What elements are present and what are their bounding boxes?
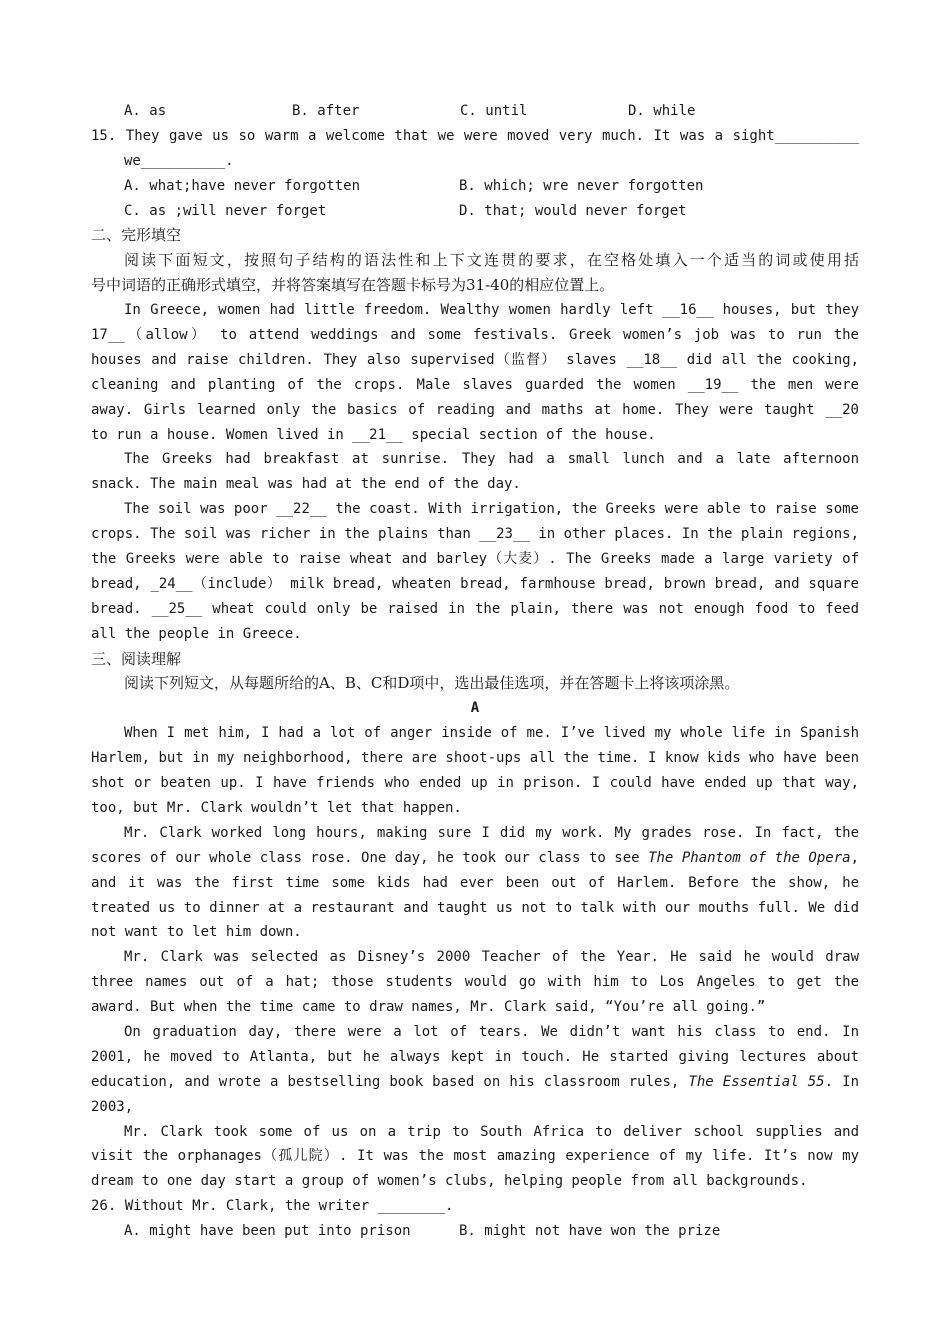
q15-options-row-2	[91, 199, 859, 224]
q14-option-b[interactable]: B. after	[292, 103, 360, 119]
q14-option-d[interactable]: D. while	[628, 103, 696, 119]
cloze-paragraph-1	[91, 298, 859, 447]
reading-line: not want to let him down.	[91, 924, 302, 941]
reading-line: Mr. Clark was selected as Disney’s 2000 Teacher of the Year. He said he would draw	[124, 949, 859, 966]
reading-line: 2001, he moved to Atlanta, but he always kept in touch. He started giving lectures about	[91, 1048, 859, 1065]
reading-line: 2003,	[91, 1098, 134, 1115]
reading-line: Mr. Clark took some of us on a trip to South Africa to deliver school supplies and	[124, 1123, 859, 1140]
cloze-line: 17__（allow） to attend weddings and some festivals. Greek women’s job was to run the	[91, 327, 859, 344]
reading-line: On graduation day, there were a lot of tears. We didn’t want his class to end. In	[124, 1023, 859, 1040]
cloze-line: away. Girls learned only the basics of reading and maths at home. They were taught __20	[91, 401, 859, 418]
reading-line: too, but Mr. Clark wouldn’t let that happen.	[91, 799, 462, 816]
q26-option-a[interactable]: A. might have been put into prison	[124, 1223, 411, 1240]
cloze-line: bread. __25__ wheat could only be raised in the plain, there was not enough food to feed	[91, 600, 859, 617]
reading-text: . In	[824, 1073, 859, 1090]
reading-text: education, and wrote a bestselling book based on his classroom rules,	[91, 1073, 689, 1090]
section-2-instruction-1: 阅读下面短文，按照句子结构的语法性和上下文连贯的要求，在空格处填入一个适当的词或使用括	[124, 251, 859, 270]
reading-line: shot or beaten up. I have friends who ended up in prison. I could have ended up that way,	[91, 775, 859, 792]
reading-text: scores of our whole class rose. One day, he took our class to see	[91, 849, 649, 866]
section-3-instruction: 阅读下列短文，从每题所给的A、B、C和D项中，选出最佳选项，并在答题卡上将该项涂黑。	[124, 674, 740, 693]
reading-line	[91, 846, 859, 871]
reading-line: When I met him, I had a lot of anger inside of me. I’ve lived my whole life in Spanish	[124, 725, 859, 742]
cloze-line: bread, _24__（include） milk bread, wheaten bread, farmhouse bread, brown bread, and square	[91, 575, 859, 592]
reading-line: and it was the first time some kids had ever been out of Harlem. Before the show, he	[91, 874, 859, 891]
book-title: The Essential 55	[688, 1073, 825, 1090]
cloze-line: In Greece, women had little freedom. Wealthy women hardly left __16__ houses, but they	[124, 302, 859, 319]
reading-text: ,	[850, 849, 859, 866]
q15-stem-line-1: 15. They gave us so warm a welcome that we were moved very much. It was a sight__________	[91, 127, 859, 144]
section-2-instruction-2: 号中词语的正确形式填空，并将答案填写在答题卡标号为31-40的相应位置上。	[91, 276, 615, 295]
q14-options	[91, 99, 859, 124]
passage-label: A	[470, 700, 480, 717]
q14-option-a[interactable]: A. as	[124, 103, 167, 119]
cloze-paragraph-2	[91, 447, 859, 497]
cloze-line: to run a house. Women lived in __21__ special section of the house.	[91, 426, 656, 443]
q14-option-c[interactable]: C. until	[460, 103, 528, 119]
q15-option-c[interactable]: C. as ;will never forget	[124, 202, 327, 219]
q15-option-d[interactable]: D. that; would never forget	[459, 202, 687, 219]
reading-line: three names out of a hat; those students would go with him to Los Angeles to get the	[91, 974, 859, 991]
reading-line	[91, 1070, 859, 1095]
reading-line: award. But when the time came to draw names, Mr. Clark said, “You’re all going.”	[91, 999, 766, 1016]
cloze-line: crops. The soil was richer in the plains than __23__ in other places. In the plain regions,	[91, 526, 859, 543]
reading-paragraph-1	[91, 721, 859, 821]
q26-options-row-1	[91, 1219, 859, 1244]
musical-title: The Phantom of the Opera	[648, 849, 851, 866]
reading-paragraph-4	[91, 1020, 859, 1120]
reading-line: treated us to dinner at a restaurant and taught us not to talk with our mouths full. We did	[91, 899, 859, 916]
reading-paragraph-2	[91, 821, 859, 945]
q15-options-row-1	[91, 174, 859, 199]
q26-stem: 26. Without Mr. Clark, the writer ________.	[91, 1198, 454, 1215]
cloze-line: cleaning and planting of the crops. Male slaves guarded the women __19__ the men were	[91, 376, 859, 393]
cloze-line: The soil was poor __22__ the coast. With irrigation, the Greeks were able to raise some	[124, 501, 859, 518]
q15-option-a[interactable]: A. what;have never forgotten	[124, 177, 361, 194]
section-2-heading: 二、完形填空	[91, 226, 182, 245]
cloze-line: the Greeks were able to raise wheat and barley（大麦）. The Greeks made a large variety of	[91, 551, 859, 568]
document-page	[91, 99, 859, 1244]
q15-option-b[interactable]: B. which; wre never forgotten	[459, 177, 704, 194]
cloze-line: houses and raise children. They also supervised（监督） slaves __18__ did all the cooking,	[91, 351, 859, 368]
reading-paragraph-3	[91, 945, 859, 1020]
reading-line: Mr. Clark worked long hours, making sure I did my work. My grades rose. In fact, the	[124, 824, 859, 841]
cloze-line: all the people in Greece.	[91, 625, 302, 642]
cloze-paragraph-3	[91, 497, 859, 646]
cloze-line: The Greeks had breakfast at sunrise. They had a small lunch and a late afternoon	[124, 451, 859, 468]
section-3-heading: 三、阅读理解	[91, 649, 182, 668]
reading-paragraph-5	[91, 1120, 859, 1195]
q15-stem-line-2: we__________.	[124, 152, 234, 169]
reading-line: visit the orphanages（孤儿院）. It was the most amazing experience of my life. It’s now my	[91, 1148, 859, 1165]
reading-line: dream to one day start a group of women’s clubs, helping people from all backgrounds.	[91, 1173, 808, 1190]
q26-option-b[interactable]: B. might not have won the prize	[459, 1223, 721, 1240]
reading-line: Harlem, but in my neighborhood, there are shoot-ups all the time. I know kids who have been	[91, 750, 859, 767]
cloze-line: snack. The main meal was had at the end of the day.	[91, 476, 521, 493]
